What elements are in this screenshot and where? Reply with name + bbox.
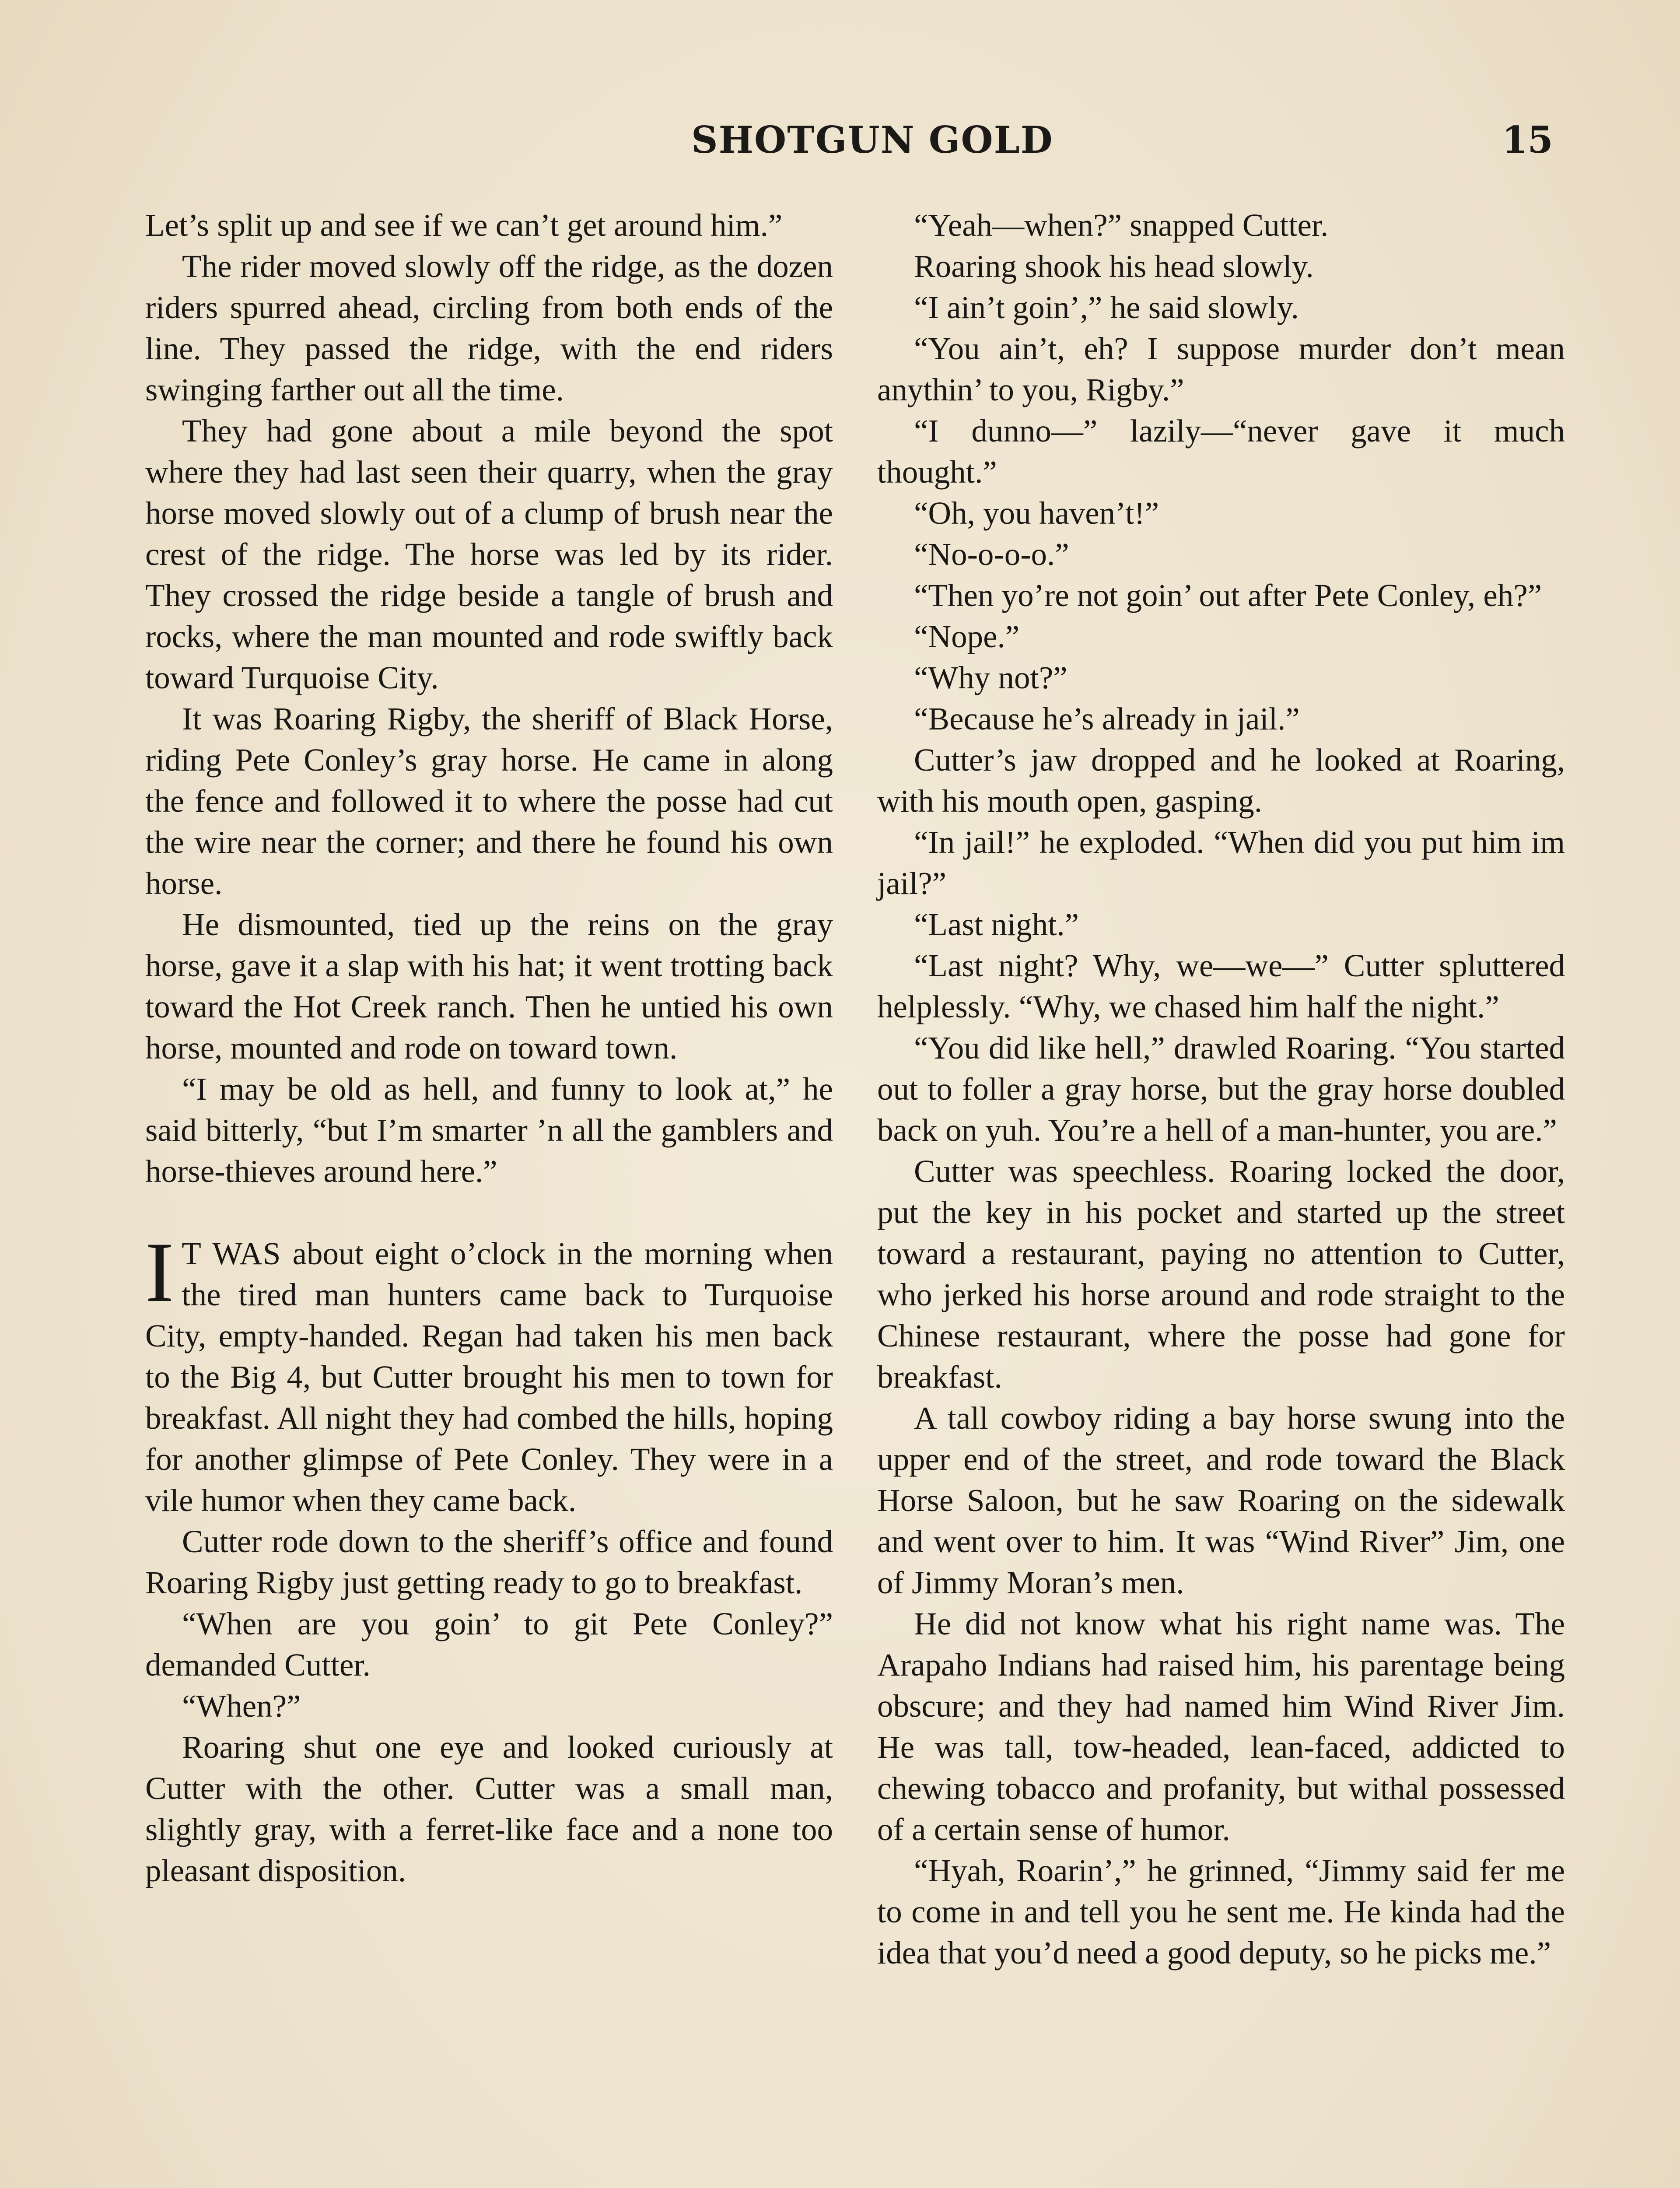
paragraph: Cutter’s jaw dropped and he looked at Roaring, with his mouth open, gasping. [877,742,1565,819]
paragraph: “Hyah, Roarin’,” he grinned, “Jimmy said fer me to come in and tell you he sent me. He kinda had the idea that you’d need a good deputy, so he picks me.” [877,1853,1565,1971]
paragraph: “Last night? Why, we—we—” Cutter spluttered helplessly. “Why, we chased him half the night.” [877,948,1565,1024]
section-opening-paragraph [145,1225,833,1521]
paragraph: “When are you goin’ to git Pete Conley?” demanded Cutter. [145,1606,833,1683]
right-column [877,205,1565,1974]
paragraph: Cutter rode down to the sheriff’s office and found Roaring Rigby just getting ready to go to breakfast. [145,1524,833,1600]
paragraph: A tall cowboy riding a bay horse swung into the upper end of the street, and rode toward the Black Horse Saloon, but he saw Roaring on the sidewalk and went over to him. It was “Wind River” Jim, one of Jimmy Moran’s men. [877,1400,1565,1600]
paragraph: He did not know what his right name was. The Arapaho Indians had raised him, his parentage being obscure; and they had named him Wind River Jim. He was tall, tow-headed, lean-faced, addicted to chewing tobacco and profanity, but withal possessed of a certain sense of humor. [877,1606,1565,1847]
paragraph: “No-o-o-o.” [914,536,1069,572]
paragraph: The rider moved slowly off the ridge, as the dozen riders spurred ahead, circling from both ends of the line. They passed the ridge, with the end riders swinging farther out all the time. [145,249,833,407]
paragraph-text: about eight o’clock in the morning when the tired man hunters came back to Turquoise City, empty-handed. Regan had taken his men back to the Big 4, but Cutter brought his men to town for breakfast. All night they had combed the hills, hoping for another glimpse of Pete Conley. They were in a vile humor when they came back. [145,1236,833,1518]
left-column [145,205,833,1891]
paragraph: “Nope.” [914,619,1020,654]
paragraph: “I may be old as hell, and funny to look at,” he said bitterly, “but I’m smarter ’n all the gamblers and horse-thieves around here.” [145,1071,833,1189]
paragraph: Roaring shook his head slowly. [914,249,1314,284]
paragraph: He dismounted, tied up the reins on the gray horse, gave it a slap with his hat; it went trotting back toward the Hot Creek ranch. Then he untied his own horse, mounted and rode on toward town. [145,907,833,1066]
page-header [144,118,1562,166]
paragraph: “Why not?” [914,660,1068,695]
paragraph: Roaring shut one eye and looked curiously at Cutter with the other. Cutter was a small man, slightly gray, with a ferret-like face and a none too pleasant disposition. [145,1729,833,1888]
paragraph: “Because he’s already in jail.” [914,701,1300,736]
paragraph: “Oh, you haven’t!” [914,495,1159,531]
paragraph: “Yeah—when?” snapped Cutter. [914,207,1329,243]
paragraph: “I ain’t goin’,” he said slowly. [914,290,1299,325]
drop-cap: I [145,1225,174,1320]
paragraph: “Then yo’re not goin’ out after Pete Conley, eh?” [914,578,1542,613]
lead-in-caps: T WAS [182,1236,281,1271]
paragraph: “Last night.” [914,907,1079,942]
paragraph: “You ain’t, eh? I suppose murder don’t mean anythin’ to you, Rigby.” [877,331,1565,407]
running-title: SHOTGUN GOLD [691,118,1054,161]
page-number: 15 [1502,118,1553,161]
paragraph: They had gone about a mile beyond the spot where they had last seen their quarry, when the gray horse moved slowly out of a clump of brush near the crest of the ridge. The horse was led by its rider. They crossed the ridge beside a tangle of brush and rocks, where the man mounted and rode swiftly back toward Turquoise City. [145,413,833,695]
paragraph: “I dunno—” lazily—“never gave it much thought.” [877,413,1565,490]
paragraph: It was Roaring Rigby, the sheriff of Black Horse, riding Pete Conley’s gray horse. He came in along the fence and followed it to where the posse had cut the wire near the corner; and there he found his own horse. [145,701,833,901]
paragraph: Let’s split up and see if we can’t get around him.” [145,207,783,243]
paragraph: “You did like hell,” drawled Roaring. “You started out to foller a gray horse, but the gray horse doubled back on yuh. You’re a hell of a man-hunter, you are.” [877,1030,1565,1148]
section-break [145,1192,833,1233]
paragraph: Cutter was speechless. Roaring locked the door, put the key in his pocket and started up the street toward a restaurant, paying no attention to Cutter, who jerked his horse around and rode straight to the Chinese restaurant, where the posse had gone for breakfast. [877,1154,1565,1395]
paragraph: “When?” [182,1688,301,1724]
paragraph: “In jail!” he exploded. “When did you put him im jail?” [877,824,1565,901]
